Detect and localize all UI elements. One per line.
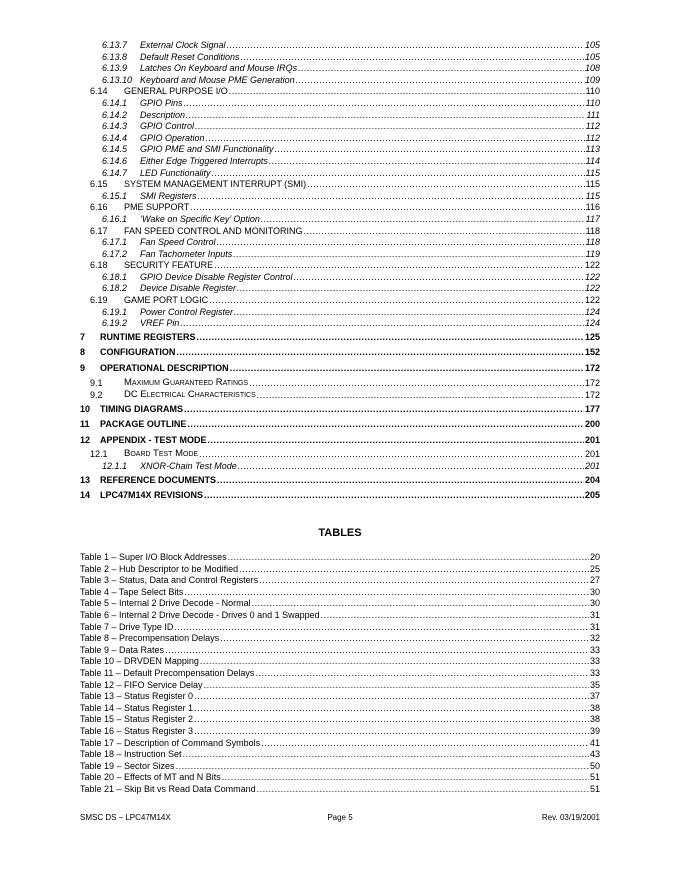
toc-entry-title: Latches On Keyboard and Mouse IRQs [140, 63, 298, 74]
toc-entry-title: DC Electrical Characteristics [124, 389, 256, 401]
footer-doc-id: SMSC DS – LPC47M14X [80, 813, 171, 822]
toc-entry[interactable] [80, 110, 600, 122]
table-list-title: Table 17 – Description of Command Symbols [80, 737, 261, 748]
toc-entry[interactable] [80, 488, 600, 504]
toc-entry-title: Default Reset Conditions [140, 51, 240, 62]
table-list-page: 20 [589, 552, 600, 562]
dot-leader [230, 361, 584, 377]
dot-leader [298, 63, 584, 75]
table-list-title: Table 21 – Skip Bit vs Read Data Command [80, 783, 256, 794]
table-list-title: Table 16 – Status Register 3 [80, 725, 194, 736]
toc-entry-title: GPIO Device Disable Register Control [140, 271, 293, 282]
table-list-entry[interactable] [80, 668, 600, 680]
toc-entry[interactable] [80, 156, 600, 168]
toc-entry[interactable] [80, 473, 600, 489]
toc-entry[interactable] [80, 40, 600, 52]
toc-entry-title: SECURITY FEATURE [124, 260, 214, 271]
toc-entry[interactable] [80, 191, 600, 203]
dot-leader [204, 680, 589, 692]
dot-leader [228, 552, 589, 564]
toc-entry[interactable] [80, 307, 600, 319]
dot-leader [209, 295, 584, 307]
toc-entry[interactable] [80, 377, 600, 390]
toc-entry-title: CONFIGURATION [100, 347, 176, 358]
table-list-title: Table 12 – FIFO Service Delay [80, 679, 203, 690]
table-list-page: 30 [589, 586, 600, 597]
toc-entry[interactable] [80, 237, 600, 249]
toc-entry-title: TIMING DIAGRAMS [100, 403, 183, 414]
toc-entry-number: 7 [80, 331, 86, 342]
toc-entry-number: 6.13.10 [102, 74, 133, 85]
toc-entry-title: OPERATIONAL DESCRIPTION [100, 363, 229, 374]
toc-entry-title: External Clock Signal [140, 40, 226, 50]
table-list-entry[interactable] [80, 738, 600, 750]
toc-entry-page: 152 [584, 347, 600, 358]
dot-leader [212, 168, 585, 180]
toc-entry-page: 116 [585, 202, 600, 213]
table-list-title: Table 10 – DRVDEN Mapping [80, 656, 199, 667]
page-footer [80, 813, 600, 822]
table-list-title: Table 11 – Default Precompensation Delays [80, 667, 255, 678]
table-list-entry[interactable] [80, 691, 600, 703]
toc-entry-number: 6.18 [90, 260, 108, 271]
toc-entry-title: Keyboard and Mouse PME Generation [140, 74, 295, 85]
toc-entry-page: 117 [585, 213, 600, 224]
toc-entry-number: 6.14 [90, 86, 108, 97]
toc-entry-title: PME SUPPORT [124, 202, 190, 213]
toc-entry-number: 8 [80, 347, 86, 358]
table-list-page: 43 [589, 749, 600, 760]
toc-entry[interactable] [80, 272, 600, 284]
table-list-entry[interactable] [80, 656, 600, 668]
table-list-title: Table 6 – Internal 2 Drive Decode - Drives 0 and 1 Swapped [80, 609, 320, 620]
toc-entry-page: 201 [584, 460, 600, 471]
toc-entry[interactable] [80, 179, 600, 191]
toc-entry-page: 112 [585, 132, 600, 143]
dot-leader [238, 461, 584, 473]
dot-leader [257, 389, 584, 402]
toc-entry[interactable] [80, 295, 600, 307]
table-list-title: Table 2 – Hub Descriptor to be Modified [80, 563, 239, 574]
dot-leader [222, 772, 589, 784]
toc-entry-page: 105 [584, 40, 600, 50]
toc-entry[interactable] [80, 402, 600, 418]
toc-entry-title: GAME PORT LOGIC [124, 295, 209, 306]
toc-entry-page: 115 [585, 190, 600, 201]
table-list-title: Table 3 – Status, Data and Control Registers [80, 575, 259, 586]
table-of-contents [80, 40, 600, 504]
toc-entry-number: 6.14.2 [102, 109, 128, 120]
table-list-title: Table 9 – Data Rates [80, 644, 165, 655]
toc-entry-number: 14 [80, 490, 91, 501]
toc-entry-page: 172 [584, 363, 600, 374]
table-list-title: Table 7 – Drive Type ID [80, 621, 174, 632]
toc-entry-number: 9.1 [90, 377, 103, 388]
dot-leader [220, 633, 589, 645]
dot-leader [217, 237, 585, 249]
table-list-entry[interactable] [80, 622, 600, 634]
toc-entry-page: 105 [584, 51, 600, 62]
toc-entry-number: 9 [80, 363, 86, 374]
toc-entry[interactable] [80, 249, 600, 261]
dot-leader [307, 179, 584, 191]
toc-entry-title: Power Control Register [140, 306, 234, 317]
table-list-title: Table 14 – Status Register 1 [80, 702, 194, 713]
table-list-page: 41 [589, 737, 600, 748]
dot-leader [197, 330, 584, 346]
toc-entry-number: 6.14.1 [102, 97, 128, 108]
toc-entry-page: 122 [584, 283, 600, 294]
dot-leader [239, 564, 589, 576]
toc-entry-number: 6.15.1 [102, 190, 128, 201]
toc-entry-title: SYSTEM MANAGEMENT INTERRUPT (SMI) [124, 179, 307, 190]
toc-entry-number: 6.14.7 [102, 167, 128, 178]
toc-entry-number: 6.17 [90, 225, 108, 236]
table-list-entry[interactable] [80, 703, 600, 715]
dot-leader [241, 52, 584, 64]
toc-entry[interactable] [80, 202, 600, 214]
dot-leader [194, 726, 589, 738]
toc-entry-page: 109 [584, 74, 600, 85]
dot-leader [204, 488, 584, 504]
table-list-entry[interactable] [80, 761, 600, 773]
table-list-page: 33 [589, 644, 600, 655]
dot-leader [233, 249, 584, 261]
dot-leader [261, 738, 589, 750]
dot-leader [187, 417, 584, 433]
table-list-page: 30 [589, 598, 600, 609]
toc-entry[interactable] [80, 461, 600, 473]
toc-entry[interactable] [80, 121, 600, 133]
toc-entry-title: GPIO Control [140, 121, 195, 132]
table-list-entry[interactable] [80, 610, 600, 622]
dot-leader [259, 575, 589, 587]
table-list-page: 33 [589, 667, 600, 678]
table-list-entry[interactable] [80, 598, 600, 610]
table-list-entry[interactable] [80, 587, 600, 599]
toc-entry-number: 6.17.2 [102, 248, 128, 259]
table-list-entry[interactable] [80, 714, 600, 726]
toc-entry[interactable] [80, 226, 600, 238]
toc-entry-number: 6.13.8 [102, 51, 128, 62]
toc-entry-number: 6.13.9 [102, 63, 128, 74]
toc-entry-title: LED Functionality [140, 167, 211, 178]
dot-leader [194, 691, 589, 703]
table-list-entry[interactable] [80, 564, 600, 576]
table-list-entry[interactable] [80, 726, 600, 738]
table-list-page: 37 [589, 691, 600, 702]
dot-leader [183, 749, 589, 761]
dot-leader [214, 260, 584, 272]
table-list-page: 51 [589, 772, 600, 783]
toc-entry-page: 124 [584, 318, 600, 329]
table-list-entry[interactable] [80, 772, 600, 784]
toc-entry-page: 108 [584, 63, 600, 74]
toc-entry-title: Fan Speed Control [140, 237, 216, 248]
table-list-page: 32 [589, 633, 600, 644]
table-list-title: Table 13 – Status Register 0 [80, 691, 194, 702]
dot-leader [227, 40, 584, 52]
table-list-title: Table 4 – Tape Select Bits [80, 586, 184, 597]
toc-entry-number: 6.14.6 [102, 155, 128, 166]
toc-entry-page: 172 [584, 377, 600, 388]
table-list-title: Table 8 – Precompensation Delays [80, 633, 220, 644]
toc-entry-number: 10 [80, 403, 91, 414]
toc-entry-page: 110 [585, 97, 600, 108]
table-list-page: 38 [589, 714, 600, 725]
toc-entry-number: 6.14.5 [102, 144, 128, 155]
dot-leader [234, 307, 584, 319]
toc-entry[interactable] [80, 260, 600, 272]
toc-entry-title: VREF Pin [140, 318, 180, 329]
toc-entry-page: 119 [585, 248, 600, 259]
toc-entry-page: 201 [584, 449, 600, 460]
toc-entry-page: 118 [585, 225, 600, 236]
dot-leader [321, 610, 589, 622]
table-list-entry[interactable] [80, 575, 600, 587]
toc-entry-number: 6.16.1 [102, 213, 128, 224]
toc-entry-page: 118 [585, 237, 600, 248]
toc-entry-page: 122 [584, 260, 600, 271]
dot-leader [217, 473, 584, 489]
toc-entry-page: 200 [584, 419, 600, 430]
toc-entry[interactable] [80, 361, 600, 377]
toc-entry-title: LPC47M14X REVISIONS [100, 490, 204, 501]
table-list-entry[interactable] [80, 645, 600, 657]
toc-entry[interactable] [80, 417, 600, 433]
dot-leader [257, 784, 589, 796]
dot-leader [200, 656, 589, 668]
toc-entry-number: 6.19 [90, 295, 108, 306]
table-list-title: Table 15 – Status Register 2 [80, 714, 194, 725]
toc-entry-page: 115 [585, 167, 600, 178]
table-list-page: 27 [589, 575, 600, 586]
dot-leader [176, 345, 584, 361]
toc-entry-title: XNOR-Chain Test Mode [140, 460, 237, 471]
dot-leader [269, 156, 585, 168]
toc-entry[interactable] [80, 318, 600, 330]
toc-entry-title: REFERENCE DOCUMENTS [100, 474, 217, 485]
toc-entry-title: FAN SPEED CONTROL AND MONITORING [124, 225, 303, 236]
dot-leader [249, 377, 584, 390]
toc-entry-number: 6.16 [90, 202, 108, 213]
toc-entry-title: Fan Tachometer Inputs [140, 248, 233, 259]
toc-entry-title: GPIO Pins [140, 97, 183, 108]
toc-entry-page: 201 [584, 434, 600, 445]
toc-entry[interactable] [80, 433, 600, 449]
dot-leader [165, 645, 589, 657]
dot-leader [261, 214, 585, 226]
dot-leader [174, 622, 589, 634]
footer-page-number: Page 5 [327, 813, 353, 822]
toc-entry-title: APPENDIX - TEST MODE [100, 434, 207, 445]
toc-entry[interactable] [80, 448, 600, 461]
table-list-page: 35 [589, 679, 600, 690]
toc-entry[interactable] [80, 75, 600, 87]
toc-entry-number: 12.1 [90, 449, 108, 460]
toc-entry-page: 114 [585, 155, 600, 166]
dot-leader [180, 318, 584, 330]
table-list-page: 38 [589, 702, 600, 713]
toc-entry-page: 122 [584, 271, 600, 282]
table-list-title: Table 18 – Instruction Set [80, 749, 182, 760]
toc-entry-title: Device Disable Register [140, 283, 237, 294]
toc-entry[interactable] [80, 283, 600, 295]
toc-entry-page: 124 [584, 306, 600, 317]
dot-leader [304, 226, 585, 238]
table-list-page: 25 [589, 563, 600, 574]
dot-leader [186, 110, 585, 122]
table-list-page: 50 [589, 760, 600, 771]
toc-entry-number: 6.18.1 [102, 271, 128, 282]
table-list-page: 31 [589, 621, 600, 632]
toc-entry-title: Description [140, 109, 186, 120]
toc-entry-title: Board Test Mode [124, 448, 199, 460]
toc-entry-page: 110 [585, 86, 600, 97]
toc-entry-page: 112 [585, 121, 600, 132]
toc-entry-number: 6.19.2 [102, 318, 128, 329]
table-list-title: Table 19 – Sector Sizes [80, 760, 175, 771]
toc-entry-page: 177 [584, 403, 600, 414]
toc-entry-number: 6.14.3 [102, 121, 128, 132]
dot-leader [208, 433, 584, 449]
footer-revision: Rev. 03/19/2001 [541, 813, 600, 822]
table-list-page: 51 [589, 783, 600, 794]
toc-entry[interactable] [80, 168, 600, 180]
table-list-entry[interactable] [80, 633, 600, 645]
toc-entry[interactable] [80, 389, 600, 402]
list-of-tables [80, 552, 600, 795]
dot-leader [184, 98, 585, 110]
table-list-page: 33 [589, 656, 600, 667]
dot-leader [184, 587, 589, 599]
dot-leader [237, 283, 584, 295]
toc-entry-page: 111 [586, 109, 600, 120]
toc-entry-title: Either Edge Triggered Interrupts [140, 155, 268, 166]
table-list-entry[interactable] [80, 552, 600, 564]
dot-leader [255, 668, 589, 680]
toc-entry-page: 122 [584, 295, 600, 306]
dot-leader [275, 144, 585, 156]
dot-leader [176, 761, 589, 773]
toc-entry-title: Maximum Guaranteed Ratings [124, 376, 249, 388]
table-list-entry[interactable] [80, 680, 600, 692]
toc-entry-number: 6.17.1 [102, 237, 128, 248]
toc-entry-title: GPIO PME and SMI Functionality [140, 144, 274, 155]
table-list-page: 39 [589, 725, 600, 736]
dot-leader [296, 75, 584, 87]
table-list-title: Table 20 – Effects of MT and N Bits [80, 772, 221, 783]
toc-entry-number: 6.13.7 [102, 40, 128, 50]
toc-entry-number: 6.18.2 [102, 283, 128, 294]
dot-leader [198, 191, 585, 203]
toc-entry[interactable] [80, 52, 600, 64]
toc-entry-page: 172 [584, 390, 600, 401]
dot-leader [194, 703, 589, 715]
dot-leader [190, 202, 584, 214]
toc-entry-number: 11 [80, 419, 90, 430]
toc-entry-page: 125 [584, 331, 600, 342]
toc-entry[interactable] [80, 98, 600, 110]
dot-leader [184, 402, 584, 418]
dot-leader [195, 121, 585, 133]
toc-entry-number: 6.15 [90, 179, 108, 190]
toc-entry-number: 12.1.1 [102, 460, 128, 471]
toc-entry-page: 113 [585, 144, 600, 155]
toc-entry[interactable] [80, 345, 600, 361]
toc-entry-number: 6.14.4 [102, 132, 128, 143]
toc-entry-page: 115 [585, 179, 600, 190]
tables-heading: TABLES [318, 527, 362, 539]
toc-entry[interactable] [80, 330, 600, 346]
table-list-title: Table 1 – Super I/O Block Addresses [80, 552, 227, 562]
toc-entry-page: 205 [584, 490, 600, 501]
dot-leader [294, 272, 584, 284]
toc-entry-title: ‘Wake on Specific Key’ Option [140, 213, 260, 224]
toc-entry[interactable] [80, 214, 600, 226]
dot-leader [194, 714, 589, 726]
toc-entry[interactable] [80, 144, 600, 156]
table-list-entry[interactable] [80, 749, 600, 761]
toc-entry-title: RUNTIME REGISTERS [100, 331, 196, 342]
toc-entry-number: 9.2 [90, 390, 103, 401]
table-list-title: Table 5 – Internal 2 Drive Decode - Normal [80, 598, 251, 609]
toc-entry[interactable] [80, 86, 600, 98]
toc-entry-number: 6.19.1 [102, 306, 128, 317]
dot-leader [252, 598, 589, 610]
toc-entry[interactable] [80, 133, 600, 145]
table-list-entry[interactable] [80, 784, 600, 796]
toc-entry-title: SMI Registers [140, 190, 197, 201]
dot-leader [229, 86, 585, 98]
toc-entry-title: GPIO Operation [140, 132, 205, 143]
toc-entry-number: 12 [80, 434, 91, 445]
toc-entry-page: 204 [584, 474, 600, 485]
toc-entry-number: 13 [80, 474, 91, 485]
toc-entry-title: GENERAL PURPOSE I/O [124, 86, 228, 97]
toc-entry-title: PACKAGE OUTLINE [100, 419, 187, 430]
table-list-page: 31 [589, 609, 600, 620]
toc-entry[interactable] [80, 63, 600, 75]
dot-leader [199, 448, 584, 461]
dot-leader [206, 133, 585, 145]
